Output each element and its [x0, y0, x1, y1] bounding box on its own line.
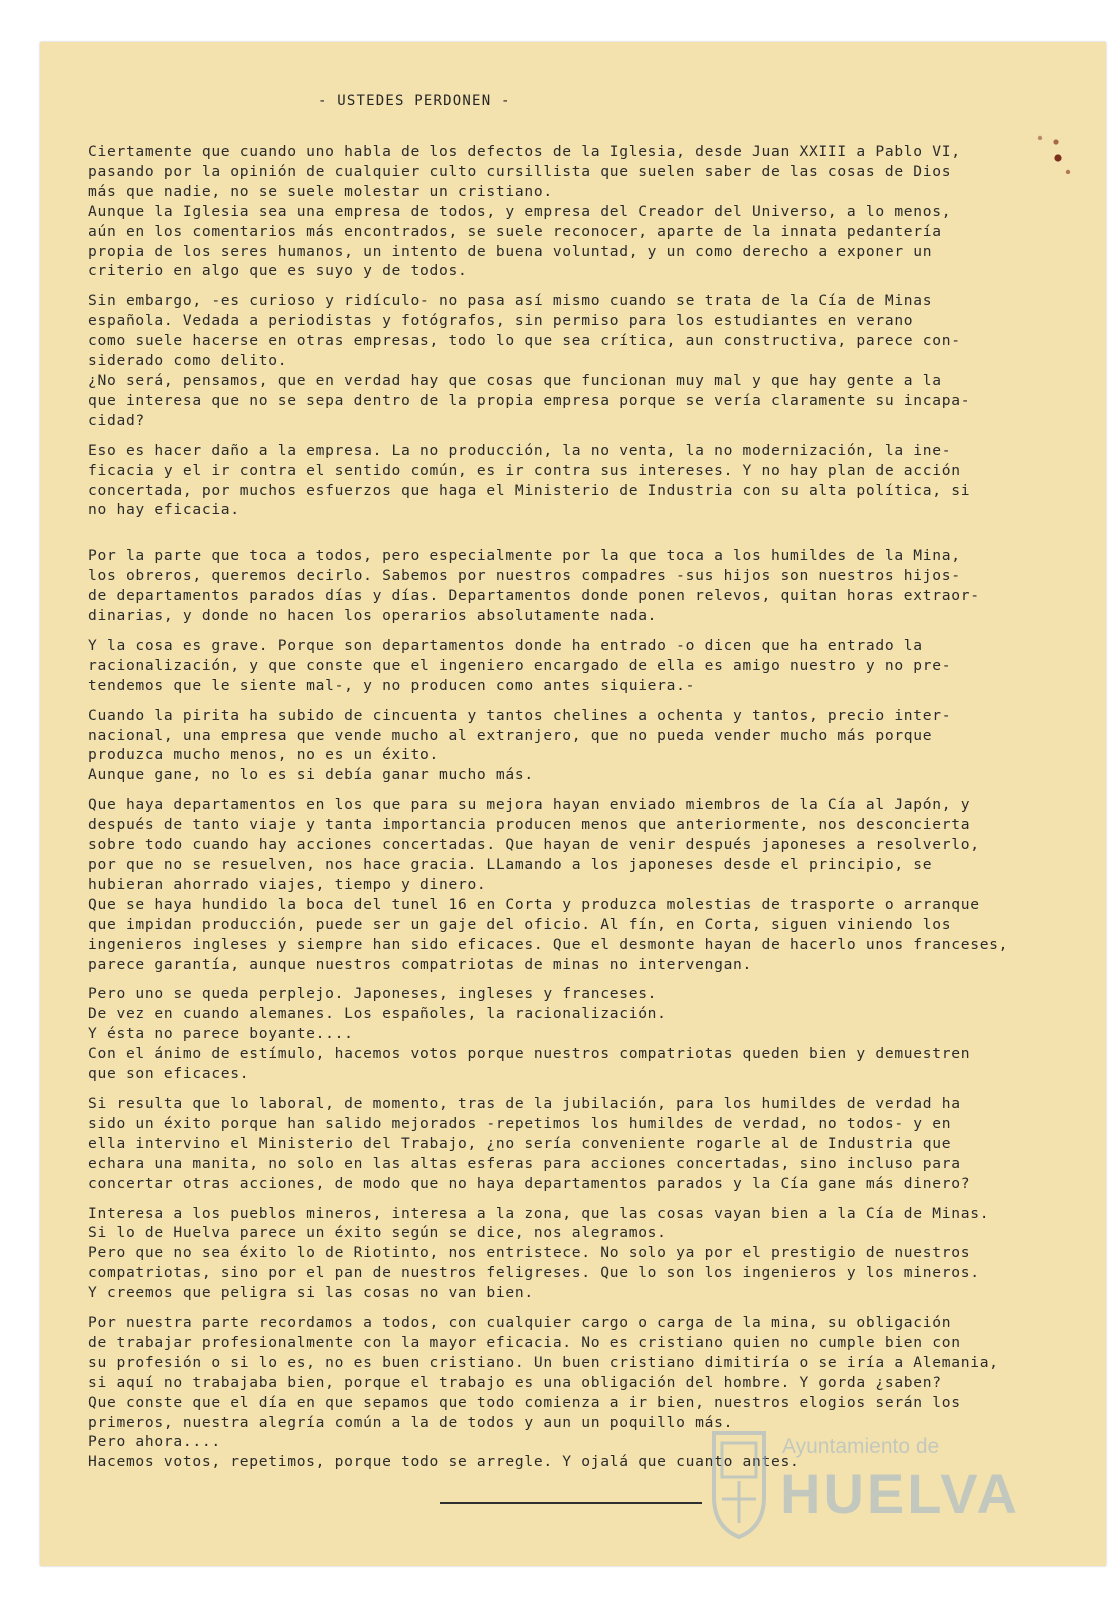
text-line: española. Vedada a periodistas y fotógrafos, sin permiso para los estudiantes en verano [88, 312, 914, 330]
text-line: Pero que no sea éxito lo de Riotinto, nos entristece. No solo ya por el prestigio de nuestros [88, 1244, 971, 1262]
watermark-line-2: HUELVA [780, 1462, 1020, 1525]
text-line: siderado como delito. [88, 352, 288, 370]
text-line: ella intervino el Ministerio del Trabajo, ¿no sería conveniente rogarle al de Industria que [88, 1134, 952, 1152]
text-line: sido un éxito porque han salido mejorados -repetimos los humildes de verdad, no todos- y en [88, 1114, 952, 1132]
text-line: los obreros, queremos decirlo. Sabemos por nuestros compadres -sus hijos son nuestros hijos- [88, 567, 961, 585]
coat-of-arms-icon [706, 1427, 772, 1541]
text-line: Que conste que el día en que sepamos que todo comienza a ir bien, nuestros elogios serán los [88, 1393, 961, 1411]
text-line: Si lo de Huelva parece un éxito según se dice, nos alegramos. [88, 1224, 667, 1242]
text-line: ¿No será, pensamos, que en verdad hay que cosas que funcionan muy mal y que hay gente a la [88, 371, 942, 389]
paragraph [88, 291, 1058, 430]
paragraph [88, 636, 1058, 696]
text-line: concertada, por muchos esfuerzos que haga el Ministerio de Industria con su alta política, si [88, 481, 971, 499]
paragraph [88, 1204, 1058, 1304]
text-line: su profesión o si lo es, no es buen cristiano. Un buen cristiano dimitiría o se iría a Alemania, [88, 1353, 999, 1371]
text-line: Y ésta no parece boyante.... [88, 1025, 354, 1043]
text-line: nacional, una empresa que vende mucho al extranjero, que no pueda vender mucho más porque [88, 726, 933, 744]
text-line: si aquí no trabajaba bien, porque el trabajo es una obligación del hombre. Y gorda ¿saben? [88, 1373, 942, 1391]
text-line: Y la cosa es grave. Porque son departamentos donde ha entrado -o dicen que ha entrado la [88, 636, 923, 654]
text-line: Hacemos votos, repetimos, porque todo se arregle. Y ojalá que cuanto antes. [88, 1453, 800, 1471]
text-line: por que no se resuelven, nos hace gracia. LLamando a los japoneses desde el principio, se [88, 856, 933, 873]
text-line: Aunque gane, no lo es si debía ganar mucho más. [88, 766, 534, 784]
text-line: produzca mucho menos, no es un éxito. [88, 746, 439, 764]
text-line: pasando por la opinión de cualquier culto cursillista que suelen saber de las cosas de Dios [88, 162, 952, 180]
document-body [88, 142, 1058, 1482]
text-line: Eso es hacer daño a la empresa. La no producción, la no venta, la no modernización, la ine- [88, 441, 952, 459]
text-line: Sin embargo, -es curioso y ridículo- no pasa así mismo cuando se trata de la Cía de Minas [88, 292, 933, 310]
text-line: Que se haya hundido la boca del tunel 16 en Corta y produzca molestias de trasporte o arranque [88, 895, 980, 913]
text-line: después de tanto viaje y tanta importancia producen menos que anteriormente, nos desconcierta [88, 816, 971, 834]
text-line: que impidan producción, puede ser un gaje del oficio. Al fín, en Corta, siguen viniendo los [88, 915, 952, 933]
paragraph [88, 984, 1058, 1084]
text-line: aún en los comentarios más encontrados, se suele reconocer, aparte de la innata pedantería [88, 222, 942, 240]
paragraph [88, 441, 1058, 521]
text-line: concertar otras acciones, de modo que no haya departamentos parados y la Cía gane más dinero? [88, 1174, 971, 1192]
text-line: Pero uno se queda perplejo. Japoneses, ingleses y franceses. [88, 985, 658, 1003]
watermark [700, 1425, 1030, 1545]
text-line: de departamentos parados días y días. Departamentos donde ponen relevos, quitan horas extraor- [88, 587, 980, 605]
text-line: propia de los seres humanos, un intento de buena voluntad, y un como derecho a exponer un [88, 242, 933, 260]
paragraph [88, 546, 1058, 626]
text-line: Aunque la Iglesia sea una empresa de todos, y empresa del Creador del Universo, a lo menos, [88, 202, 952, 220]
text-line: Con el ánimo de estímulo, hacemos votos porque nuestros compatriotas queden bien y demuestren [88, 1045, 971, 1063]
text-line: Que haya departamentos en los que para su mejora hayan enviado miembros de la Cía al Japón, y [88, 796, 971, 814]
text-line: Por la parte que toca a todos, pero especialmente por la que toca a los humildes de la Mina, [88, 547, 961, 565]
text-line: que interesa que no se sepa dentro de la propia empresa porque se vería claramente su incapa- [88, 391, 971, 409]
text-line: que son eficaces. [88, 1065, 250, 1083]
text-line: cidad? [88, 411, 145, 429]
text-line: racionalización, y que conste que el ingeniero encargado de ella es amigo nuestro y no pre- [88, 656, 952, 674]
text-line: parece garantía, aunque nuestros compatriotas de minas no intervengan. [88, 955, 753, 973]
paragraph [88, 795, 1058, 974]
text-line: hubieran ahorrado viajes, tiempo y dinero. [88, 875, 487, 893]
text-line: ingenieros ingleses y siempre han sido eficaces. Que el desmonte hayan de hacerlo unos franceses, [88, 935, 1009, 953]
text-line: sobre todo cuando hay acciones concertadas. Que hayan de venir después japoneses a resolverlo, [88, 836, 980, 854]
text-line: tendemos que le siente mal-, y no producen como antes siquiera.- [88, 676, 696, 694]
text-line: más que nadie, no se suele molestar un cristiano. [88, 182, 553, 200]
text-line: no hay eficacia. [88, 501, 240, 519]
text-line: Y creemos que peligra si las cosas no van bien. [88, 1284, 534, 1302]
text-line: dinarias, y donde no hacen los operarios absolutamente nada. [88, 607, 658, 625]
text-line: De vez en cuando alemanes. Los españoles, la racionalización. [88, 1005, 667, 1023]
text-line: compatriotas, sino por el pan de nuestros feligreses. Que lo son los ingenieros y los mineros. [88, 1264, 980, 1282]
text-line: Ciertamente que cuando uno habla de los defectos de la Iglesia, desde Juan XXIII a Pablo VI, [88, 143, 961, 160]
paragraph [88, 706, 1058, 786]
document-title: - USTEDES PERDONEN - [318, 93, 511, 109]
text-line: Por nuestra parte recordamos a todos, con cualquier cargo o carga de la mina, su obligación [88, 1314, 952, 1332]
text-line: ficacia y el ir contra el sentido común, es ir contra sus intereses. Y no hay plan de acción [88, 461, 961, 479]
text-line: como suele hacerse en otras empresas, todo lo que sea crítica, aun constructiva, parece con- [88, 332, 961, 350]
text-line: criterio en algo que es suyo y de todos. [88, 262, 468, 280]
text-line: echara una manita, no solo en las altas esferas para acciones concertadas, sino incluso para [88, 1154, 961, 1172]
paragraph [88, 142, 1058, 281]
text-line: Pero ahora.... [88, 1433, 221, 1451]
text-line: de trabajar profesionalmente con la mayor eficacia. No es cristiano quien no cumple bien con [88, 1333, 961, 1351]
text-line: Cuando la pirita ha subido de cincuenta y tantos chelines a ochenta y tantos, precio inter- [88, 706, 952, 724]
text-line: primeros, nuestra alegría común a la de todos y aun un poquillo más. [88, 1413, 734, 1431]
text-line: Interesa a los pueblos mineros, interesa a la zona, que las cosas vayan bien a la Cía de Minas. [88, 1204, 990, 1222]
paragraph [88, 1094, 1058, 1194]
text-line: Si resulta que lo laboral, de momento, tras de la jubilación, para los humildes de verdad ha [88, 1094, 961, 1112]
closing-rule [440, 1502, 702, 1504]
watermark-line-1: Ayuntamiento de [782, 1435, 940, 1458]
